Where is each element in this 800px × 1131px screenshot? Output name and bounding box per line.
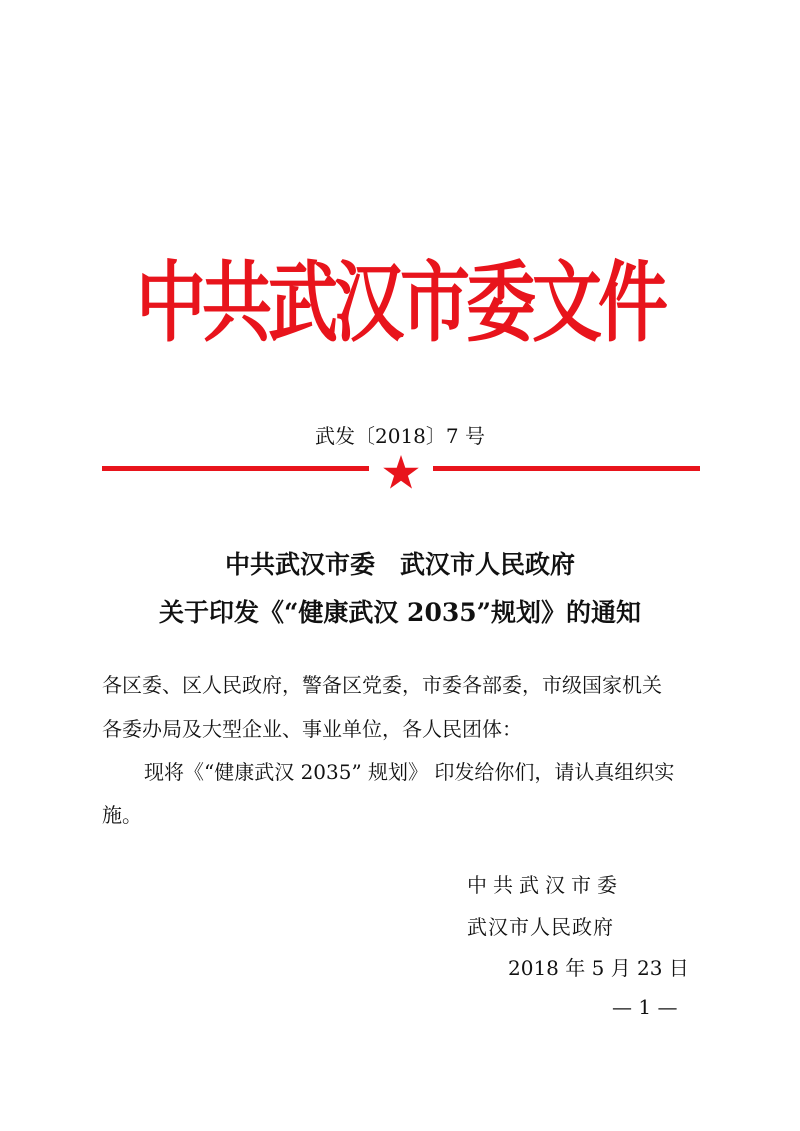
notice-title-line-2: 关于印发《“健康武汉 2035”规划》的通知 (158, 598, 642, 627)
red-separator (102, 452, 700, 492)
separator-rule-left (102, 466, 369, 471)
recipients-line-2: 各委办局及大型企业、事业单位，各人民团体： (102, 717, 522, 741)
page-number: — 1 — (612, 995, 678, 1019)
issue-date: 2018 年 5 月 23 日 (508, 956, 689, 980)
separator-rule-right (433, 466, 700, 471)
body-paragraph-line-1: 现将《“健康武汉 2035” 规划》 印发给你们，请认真组织实 (144, 760, 675, 784)
document-number: 武发〔2018〕7 号 (315, 424, 485, 448)
notice-title-line-1: 中共武汉市委 武汉市人民政府 (224, 550, 575, 579)
star-shape (383, 455, 419, 489)
body-paragraph-line-2: 施。 (102, 803, 142, 827)
recipients-line-1: 各区委、区人民政府，警备区党委，市委各部委，市级国家机关 (102, 673, 662, 697)
signer-government: 武汉市人民政府 (467, 915, 614, 939)
star-icon (381, 452, 421, 492)
document-masthead: 中共武汉市委文件 (136, 251, 664, 355)
signer-party-committee: 中共武汉市委 (467, 873, 623, 897)
